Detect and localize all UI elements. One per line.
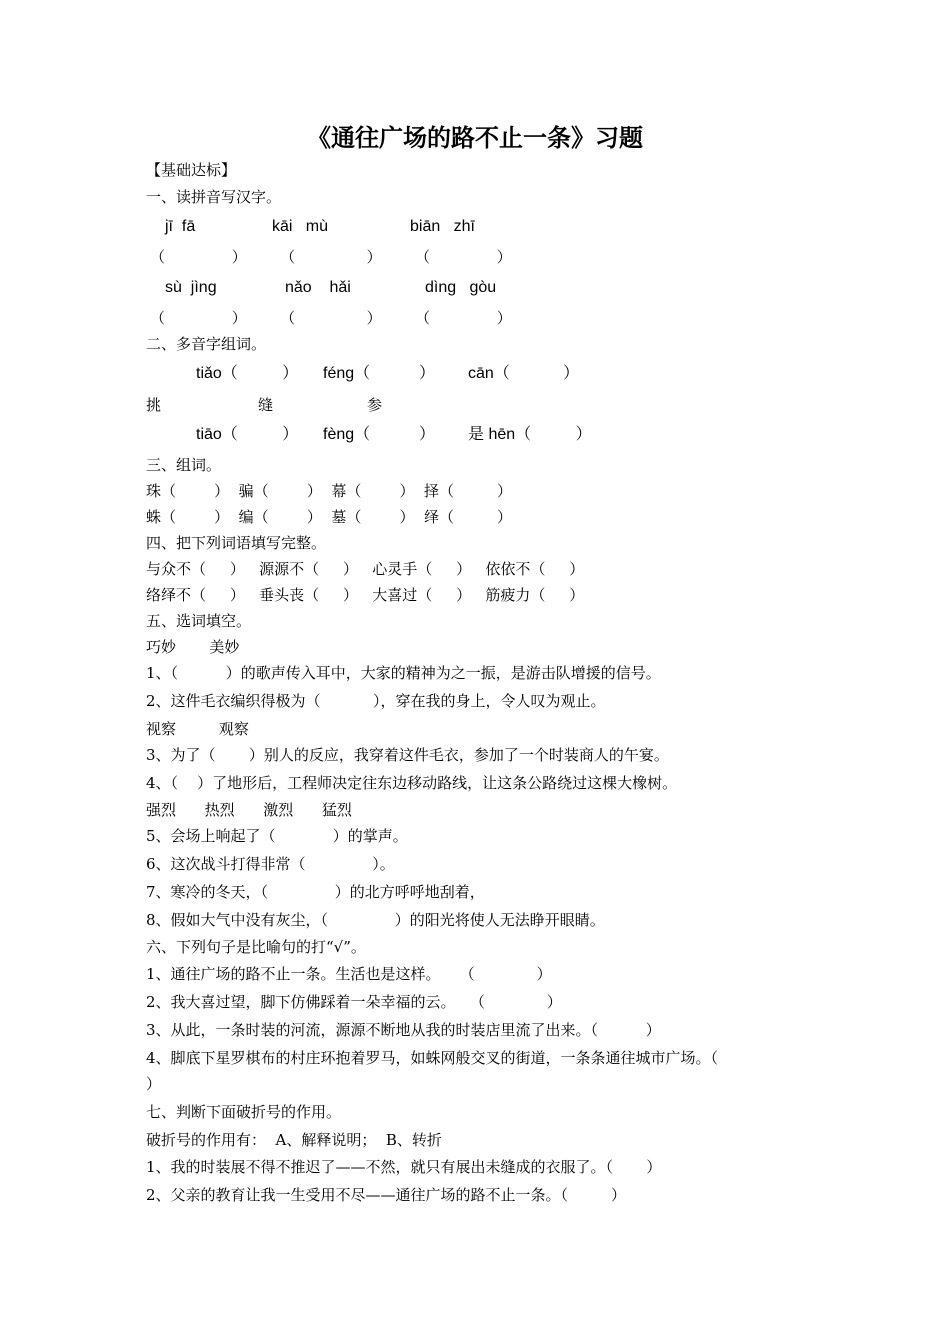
question-line: 7、寒冷的冬天，（ ）的北方呼呼地刮着， [146, 883, 485, 901]
polyphone-feng4: fèng（ ） [323, 426, 436, 443]
pinyin-sujing: sù jìng [165, 279, 217, 296]
char-feng: 缝 [258, 396, 274, 414]
pinyin-kaimu: kāi mù [272, 218, 329, 235]
question-line: 4、脚底下星罗棋布的村庄环抱着罗马，如蛛网般交叉的街道，一条条通往城市广场。（ [146, 1049, 719, 1067]
word-choice-options: 巧妙 美妙 [146, 638, 240, 656]
question-line-continued: ） [146, 1075, 162, 1093]
answer-blanks-row-1: （ ） （ ） （ ） [150, 248, 512, 266]
polyphone-tiao1: tiāo（ ） [196, 426, 299, 443]
polyphone-shen: 是 hēn（ ） [468, 426, 592, 443]
question-line: 4、（ ）了地形后，工程师决定往东边移动路线，让这条公路绕过这棵大橡树。 [146, 774, 678, 792]
section-6-title: 六、下列句子是比喻句的打“√”。 [146, 938, 366, 956]
section-7-title: 七、判断下面破折号的作用。 [146, 1103, 342, 1121]
section-2-title: 二、多音字组词。 [146, 335, 267, 353]
idiom-line: 络绎不（ ） 垂头丧（ ） 大喜过（ ） 筋疲力（ ） [146, 586, 585, 604]
question-line: 2、这件毛衣编织得极为（ ），穿在我的身上，令人叹为观止。 [146, 692, 606, 710]
pinyin-dinggou: dìng gòu [425, 279, 497, 296]
word-choice-options: 强烈 热烈 激烈 猛烈 [146, 801, 352, 819]
question-line: 2、父亲的教育让我一生受用不尽——通往广场的路不止一条。（ ） [146, 1186, 626, 1204]
polyphone-tiao3: tiǎo（ ） [196, 365, 299, 382]
word-choice-options: 视察 观察 [146, 720, 249, 738]
pinyin-jifa: jī fā [165, 218, 196, 235]
question-line: 1、我的时装展不得不推迟了——不然，就只有展出未缝成的衣服了。（ ） [146, 1158, 662, 1176]
char-can: 参 [367, 396, 383, 414]
question-line: 1、（ ）的歌声传入耳中，大家的精神为之一振，是游击队增援的信号。 [146, 664, 661, 682]
word-group-line: 蛛（ ） 编（ ） 墓（ ） 绎（ ） [146, 508, 512, 526]
section-5-title: 五、选词填空。 [146, 612, 252, 630]
question-line: 2、我大喜过望，脚下仿佛踩着一朵幸福的云。 （ ） [146, 993, 562, 1011]
answer-blanks-row-2: （ ） （ ） （ ） [150, 309, 512, 327]
question-line: 1、通往广场的路不止一条。生活也是这样。 （ ） [146, 965, 552, 983]
section-1-title: 一、读拼音写汉字。 [146, 188, 282, 206]
question-line: 5、会场上响起了（ ）的掌声。 [146, 827, 408, 845]
section-3-title: 三、组词。 [146, 456, 222, 474]
question-line: 8、假如大气中没有灰尘，（ ）的阳光将使人无法睁开眼睛。 [146, 911, 605, 929]
polyphone-can1: cān（ ） [468, 365, 580, 382]
dash-usage-options: 破折号的作用有： A、解释说明； B、转折 [146, 1131, 442, 1149]
page-title: 《通往广场的路不止一条》习题 [307, 124, 643, 152]
section-4-title: 四、把下列词语填写完整。 [146, 534, 327, 552]
section-heading: 【基础达标】 [146, 161, 237, 179]
pinyin-bianzhi: biān zhī [410, 218, 475, 235]
idiom-line: 与众不（ ） 源源不（ ） 心灵手（ ） 依依不（ ） [146, 560, 585, 578]
polyphone-feng2: féng（ ） [323, 365, 436, 382]
char-tiao: 挑 [146, 396, 162, 414]
question-line: 3、为了（ ）别人的反应，我穿着这件毛衣，参加了一个时装商人的午宴。 [146, 746, 669, 764]
word-group-line: 珠（ ） 骗（ ） 幕（ ） 择（ ） [146, 482, 512, 500]
pinyin-naohai: nǎo hǎi [285, 279, 351, 296]
question-line: 3、从此，一条时装的河流，源源不断地从我的时装店里流了出来。（ ） [146, 1021, 661, 1039]
question-line: 6、这次战斗打得非常（ ）。 [146, 855, 395, 873]
